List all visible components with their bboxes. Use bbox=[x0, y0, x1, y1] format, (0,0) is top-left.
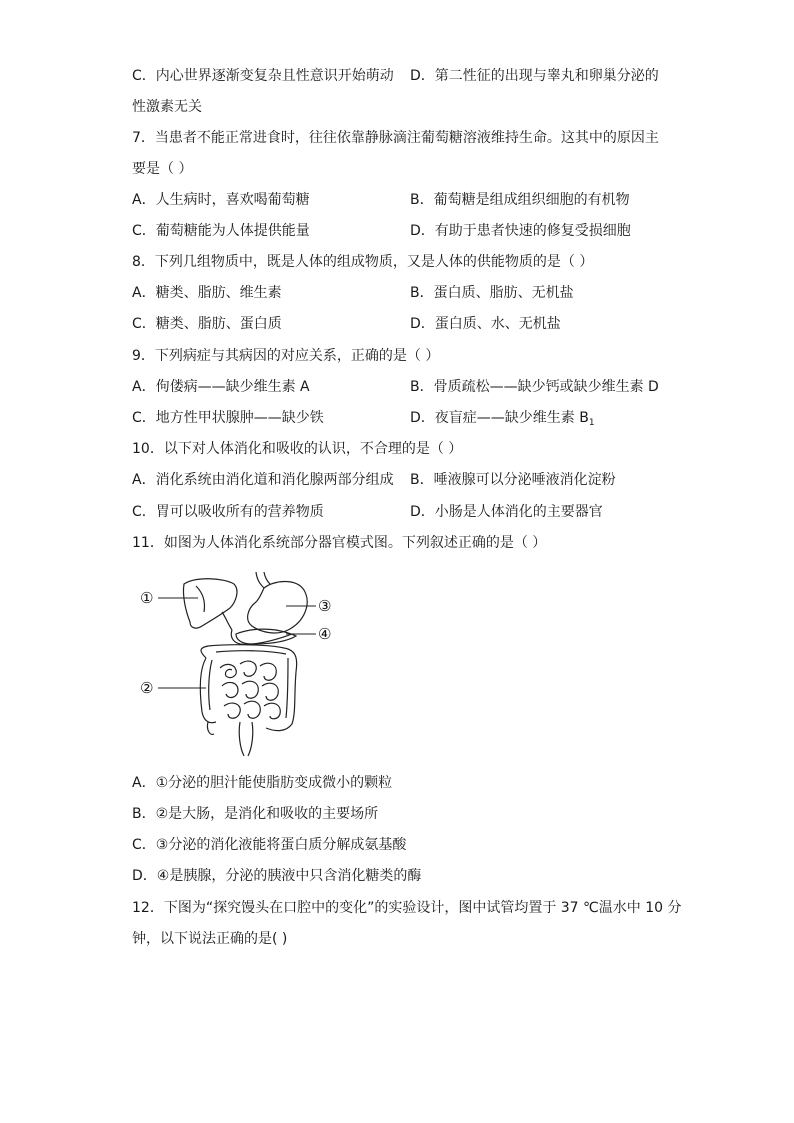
q7-option-a: A．人生病时，喜欢喝葡萄糖 bbox=[132, 192, 310, 208]
q8-option-b: B．蛋白质、脂肪、无机盐 bbox=[410, 285, 574, 301]
ascending-colon-inner bbox=[209, 660, 212, 710]
q10-option-d: D．小肠是人体消化的主要器官 bbox=[410, 504, 603, 520]
small-intestine-coil bbox=[264, 703, 280, 719]
digestive-system-drawing bbox=[136, 572, 346, 762]
q11-option-a: A．①分泌的胆汁能使脂肪变成微小的颗粒 bbox=[132, 775, 393, 791]
q11-stem: 11．如图为人体消化系统部分器官模式图。下列叙述正确的是（ ） bbox=[132, 535, 547, 551]
q11-option-c: C．③分泌的消化液能将蛋白质分解成氨基酸 bbox=[132, 837, 407, 853]
q8-option-c: C．糖类、脂肪、蛋白质 bbox=[132, 316, 282, 332]
q7-option-d: D．有助于患者快速的修复受损细胞 bbox=[410, 223, 631, 239]
liver-lobe-line bbox=[196, 586, 205, 612]
q6-option-c-row bbox=[132, 66, 659, 86]
q10-options-ab bbox=[132, 470, 616, 490]
digestive-system-figure bbox=[136, 572, 346, 762]
figure-label-3: ③ bbox=[318, 597, 332, 615]
q10-option-b: B．唾液腺可以分泌唾液消化淀粉 bbox=[410, 472, 616, 488]
q10-options-cd bbox=[132, 502, 603, 522]
q9-option-d-subscript: 1 bbox=[588, 418, 595, 428]
esophagus-right bbox=[264, 572, 270, 584]
q9-option-a: A．佝偻病——缺少维生素 A bbox=[132, 379, 310, 395]
figure-label-1: ① bbox=[140, 589, 154, 607]
q12-stem-line1: 12．下图为“探究馒头在口腔中的变化”的实验设计，图中试管均置于 37 ℃温水中 10 分 bbox=[132, 900, 682, 916]
q11-option-b: B．②是大肠，是消化和吸收的主要场所 bbox=[132, 806, 379, 822]
q9-option-d bbox=[410, 408, 595, 433]
small-intestine-coil bbox=[220, 664, 236, 677]
q10-option-a: A．消化系统由消化道和消化腺两部分组成 bbox=[132, 472, 394, 488]
esophagus-left bbox=[256, 572, 264, 588]
small-intestine-coil bbox=[262, 683, 278, 700]
transverse-colon-inner bbox=[216, 651, 286, 654]
q12-stem-line2: 钟，以下说法正确的是( ) bbox=[132, 931, 288, 947]
small-intestine-coil bbox=[222, 683, 238, 698]
small-intestine-coil bbox=[244, 701, 260, 718]
q8-option-d: D．蛋白质、水、无机盐 bbox=[410, 316, 561, 332]
bile-duct bbox=[222, 612, 232, 630]
small-intestine-coil bbox=[242, 681, 258, 698]
q7-options-cd bbox=[132, 221, 631, 241]
figure-label-4: ④ bbox=[318, 625, 332, 643]
small-intestine-coil bbox=[240, 661, 256, 676]
q7-stem-line2: 要是（ ） bbox=[132, 161, 193, 177]
rectum-right bbox=[248, 722, 253, 756]
q6-option-d: D．第二性征的出现与睾丸和卵巢分泌的 bbox=[410, 68, 659, 84]
q9-option-d-text: D．夜盲症——缺少维生素 B bbox=[410, 410, 589, 426]
small-intestine-coil bbox=[224, 703, 240, 718]
q8-stem: 8．下列几组物质中，既是人体的组成物质，又是人体的供能物质的是（ ） bbox=[132, 254, 594, 270]
q9-stem: 9．下列病症与其病因的对应关系，正确的是（ ） bbox=[132, 348, 440, 364]
rectum-left bbox=[239, 722, 244, 756]
figure-label-2: ② bbox=[140, 679, 154, 697]
small-intestine-coil bbox=[260, 663, 276, 680]
q7-options-ab bbox=[132, 190, 630, 210]
stomach-shape bbox=[248, 582, 307, 633]
q9-options-ab bbox=[132, 377, 659, 397]
q9-option-b: B．骨质疏松——缺少钙或缺少维生素 D bbox=[410, 379, 659, 395]
liver-shape bbox=[183, 579, 237, 628]
q8-options-ab bbox=[132, 283, 574, 303]
q9-option-c: C．地方性甲状腺肿——缺少铁 bbox=[132, 410, 324, 426]
q6-option-c: C．内心世界逐渐变复杂且性意识开始萌动 bbox=[132, 68, 394, 84]
large-intestine-outer bbox=[201, 645, 297, 731]
q6-option-d-continued: 性激素无关 bbox=[132, 99, 202, 115]
q7-option-b: B．葡萄糖是组成组织细胞的有机物 bbox=[410, 192, 630, 208]
q7-option-c: C．葡萄糖能为人体提供能量 bbox=[132, 223, 310, 239]
q8-option-a: A．糖类、脂肪、维生素 bbox=[132, 285, 282, 301]
q11-option-d: D．④是胰腺，分泌的胰液中只含消化糖类的酶 bbox=[132, 868, 422, 884]
q9-options-cd bbox=[132, 408, 595, 428]
q10-option-c: C．胃可以吸收所有的营养物质 bbox=[132, 504, 324, 520]
q8-options-cd bbox=[132, 314, 561, 334]
descending-colon-inner bbox=[286, 658, 288, 718]
q10-stem: 10．以下对人体消化和吸收的认识，不合理的是（ ） bbox=[132, 441, 463, 457]
q7-stem-line1: 7．当患者不能正常进食时，往往依靠静脉滴注葡萄糖溶液维持生命。这其中的原因主 bbox=[132, 130, 659, 146]
appendix bbox=[207, 722, 214, 734]
